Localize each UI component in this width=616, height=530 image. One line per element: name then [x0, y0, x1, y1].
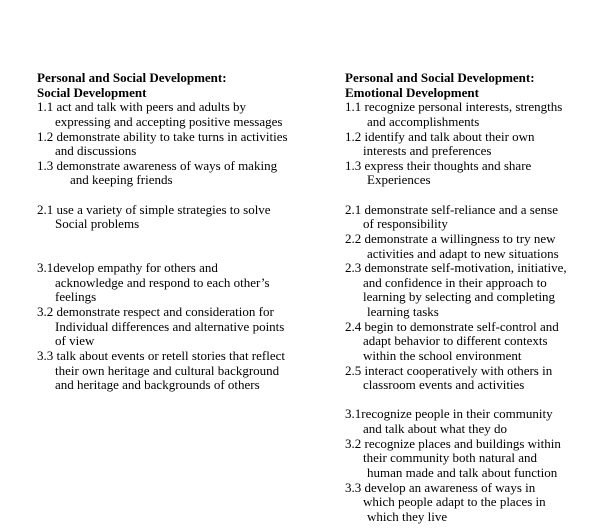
emotional-development-column — [345, 71, 611, 524]
objective-line: adapt behavior to different contexts — [363, 333, 548, 349]
objective-line: acknowledge and respond to each other’s — [55, 274, 270, 290]
objective-line: 3.1recognize people in their community — [345, 406, 553, 422]
objective-line: 2.4 begin to demonstrate self-control and — [345, 318, 559, 334]
objective-line: 2.2 demonstrate a willingness to try new — [345, 230, 556, 246]
objective-line: which people adapt to the places in — [363, 494, 546, 510]
objective-line: Individual differences and alternative points — [55, 318, 285, 334]
objective-line: 2.1 demonstrate self-reliance and a sense — [345, 201, 558, 217]
column-subheading: Social Development — [37, 84, 147, 100]
objective-line: and talk about what they do — [363, 421, 508, 436]
objective-line: 2.5 interact cooperatively with others in — [345, 362, 553, 378]
social-section-2 — [37, 203, 327, 232]
objective-line: and confidence in their approach to — [363, 274, 547, 290]
objective-line: 1.2 demonstrate ability to take turns in activities — [37, 128, 288, 144]
objective-line: Social problems — [55, 216, 140, 232]
objective-line: 3.2 recognize places and buildings within — [345, 435, 561, 451]
objective-line: interests and preferences — [363, 143, 492, 159]
social-section-1 — [37, 100, 327, 188]
emotional-section-2 — [345, 203, 611, 393]
objective-line: 3.2 demonstrate respect and consideration for — [37, 304, 274, 319]
objective-line: of responsibility — [363, 216, 448, 232]
objective-line: and discussions — [55, 143, 137, 159]
objective-line: their own heritage and cultural background — [55, 362, 280, 378]
objective-line: and heritage and backgrounds of others — [55, 377, 260, 393]
objective-line: and keeping friends — [70, 172, 173, 188]
objective-line: 2.3 demonstrate self-motivation, initiative, — [345, 260, 567, 276]
objective-line: 1.3 express their thoughts and share — [345, 157, 532, 173]
column-heading: Personal and Social Development: — [37, 70, 227, 85]
objective-line: 3.3 talk about events or retell stories that reflect — [37, 347, 285, 363]
emotional-section-1 — [345, 100, 611, 188]
social-section-3 — [37, 261, 327, 393]
social-development-column — [37, 71, 327, 393]
objective-line: learning by selecting and completing — [363, 289, 556, 305]
objective-line: 2.1 use a variety of simple strategies to solve — [37, 201, 271, 217]
objective-line: 1.3 demonstrate awareness of ways of making — [37, 157, 278, 173]
objective-line: Experiences — [367, 172, 431, 188]
column-subheading: Emotional Development — [345, 84, 479, 100]
objective-line: their community both natural and — [363, 450, 538, 466]
objective-line: feelings — [55, 289, 97, 305]
objective-line: of view — [55, 333, 95, 349]
objective-line: human made and talk about function — [367, 464, 558, 480]
objective-line: within the school environment — [363, 347, 522, 363]
objective-line: classroom events and activities — [363, 377, 525, 393]
objective-line: expressing and accepting positive messages — [55, 113, 283, 129]
column-heading: Personal and Social Development: — [345, 70, 535, 85]
objective-line: 3.1develop empathy for others and — [37, 260, 218, 276]
objective-line: 1.1 act and talk with peers and adults by — [37, 99, 247, 115]
objective-line: activities and adapt to new situations — [367, 245, 559, 261]
objective-line: 3.3 develop an awareness of ways in — [345, 479, 536, 495]
objective-line: learning tasks — [367, 304, 439, 319]
emotional-section-3 — [345, 407, 611, 524]
objective-line: 1.1 recognize personal interests, strengths — [345, 99, 563, 115]
objective-line: 1.2 identify and talk about their own — [345, 128, 535, 144]
objective-line: and accomplishments — [367, 113, 480, 129]
objective-line: which they live — [367, 508, 448, 524]
